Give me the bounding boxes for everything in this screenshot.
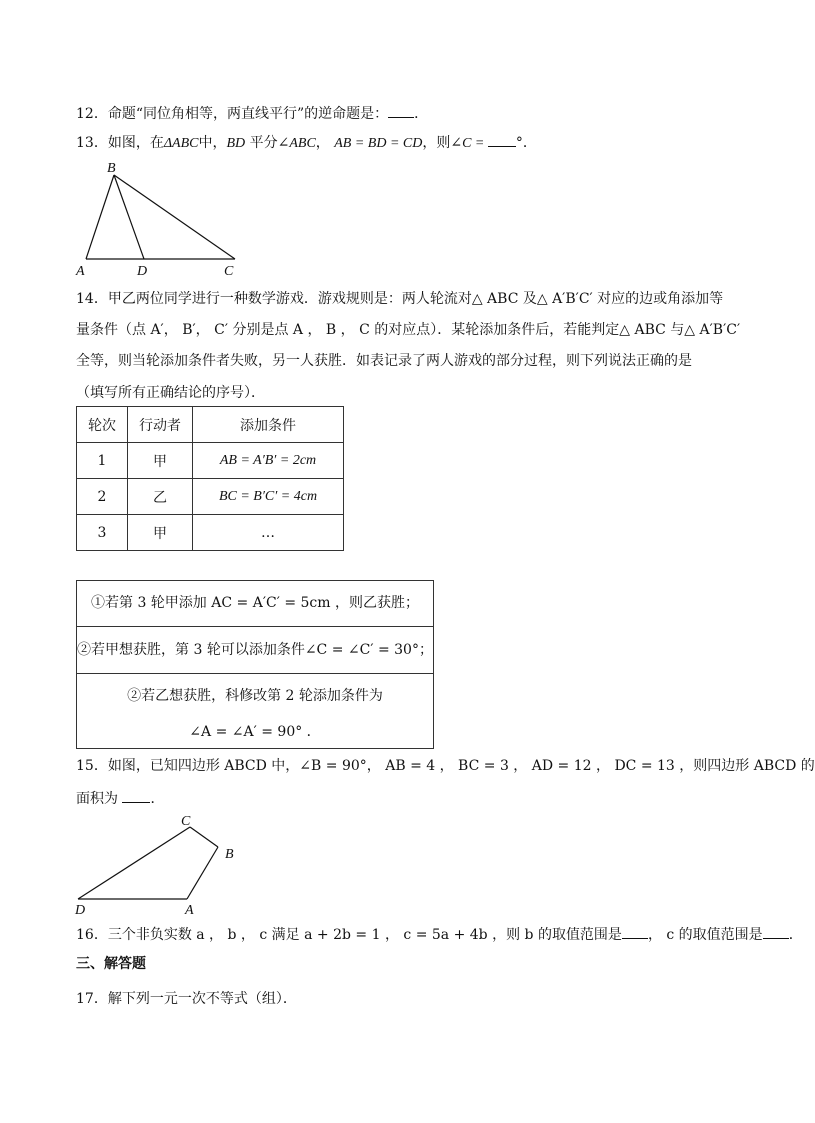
q15-line-2-text: 面积为 (76, 791, 118, 807)
section-heading: 三、解答题 (76, 956, 146, 972)
q15-line-1: 15．如图，已知四边形 ABCD 中，∠B = 90°， AB = 4 ， BC = 3 ， AD = 12 ， DC = 13 ，则四边形 ABCD 的 (76, 758, 815, 774)
q13-then: ，则 (422, 135, 451, 151)
segment-cd (78, 827, 190, 899)
q13-bisector: BD (226, 136, 246, 151)
table-row (77, 515, 344, 551)
quadrilateral-abcd-figure (70, 810, 250, 920)
q15-line-2 (76, 788, 164, 809)
answer-blank (763, 924, 789, 939)
table-header: 轮次 (77, 407, 128, 443)
option-2: ②若甲想获胜，第 3 轮可以添加条件∠C = ∠C′ = 30°； (77, 627, 433, 674)
q16-mid: ， c 的取值范围是 (647, 927, 763, 943)
q13-tail: °． (515, 135, 537, 151)
segment-bc (190, 827, 218, 847)
table-cell: 甲 (128, 443, 193, 479)
table-cell: 3 (77, 515, 128, 551)
answer-blank (122, 788, 150, 803)
q12-text: 12．命题“同位角相等，两直线平行”的逆命题是： (76, 106, 389, 122)
answer-blank (388, 103, 414, 118)
table-row (77, 479, 344, 515)
option-3 (77, 674, 433, 748)
table-cell: 甲 (128, 515, 193, 551)
q13-bisect-text: 平分 (249, 135, 278, 151)
q13-sep: ， (315, 135, 330, 151)
table-cell: AB = A′B′ = 2cm (193, 443, 344, 479)
label-c: C (224, 264, 234, 279)
segment-bd (114, 175, 144, 259)
label-b: B (225, 847, 234, 862)
table-header: 行动者 (128, 407, 193, 443)
question-13 (76, 132, 537, 154)
q13-angle: ∠ABC (277, 136, 316, 151)
q13-mid: 中， (198, 135, 227, 151)
question-17: 17．解下列一元一次不等式（组）． (76, 991, 297, 1007)
option-3-line-2: ∠A = ∠A′ = 90° ． (189, 724, 321, 740)
q16-tail: ． (788, 927, 803, 943)
segment-ab (187, 847, 218, 899)
answer-blank (622, 924, 648, 939)
table-header: 添加条件 (193, 407, 344, 443)
q16-text: 16．三个非负实数 a ， b ， c 满足 a + 2b = 1 ， c = 5a + 4b ，则 b 的取值范围是 (76, 927, 622, 943)
label-d: D (137, 264, 148, 279)
answer-blank (488, 132, 516, 147)
question-16 (76, 924, 803, 945)
table-header-row (77, 407, 344, 443)
label-d: D (75, 903, 86, 918)
q15-tail: ． (150, 791, 165, 807)
q13-triangle: ΔABC (163, 136, 199, 151)
table-cell: 乙 (128, 479, 193, 515)
triangle-abc-figure (70, 155, 250, 280)
table-cell: … (193, 515, 344, 551)
label-a: A (76, 264, 85, 279)
q12-tail: ． (414, 106, 429, 122)
q14-line-3: 全等，则当轮添加条件者失败，另一人获胜．如表记录了两人游戏的部分过程，则下列说法正确的是 (76, 353, 692, 369)
question-12 (76, 103, 428, 124)
q14-line-1: 14．甲乙两位同学进行一种数学游戏．游戏规则是：两人轮流对△ ABC 及△ A′B′C′ 对应的边或角添加等 (76, 291, 724, 307)
label-a: A (185, 903, 194, 918)
q14-line-2: 量条件（点 A′， B′， C′ 分别是点 A ， B ， C 的对应点）．某轮添加条件后，若能判定△ ABC 与△ A′B′C′ (76, 322, 741, 338)
table-cell: 2 (77, 479, 128, 515)
q14-line-4-text: （填写所有正确结论的序号）． (76, 385, 265, 401)
table-cell: BC = B′C′ = 4cm (193, 479, 344, 515)
table-cell: 1 (77, 443, 128, 479)
table-row (77, 443, 344, 479)
option-3-line-1: ②若乙想获胜，科修改第 2 轮添加条件为 (127, 688, 383, 704)
q13-pre: 13．如图，在 (76, 135, 164, 151)
segment-bc (114, 175, 235, 259)
label-c: C (181, 814, 191, 829)
q14-line-4 (76, 382, 265, 403)
q13-ask: ∠C = (450, 136, 488, 151)
q13-equation: AB = BD = CD (334, 136, 423, 151)
segment-ab (86, 175, 114, 259)
label-b: B (107, 161, 116, 176)
option-1: ①若第 3 轮甲添加 AC = A′C′ = 5cm ，则乙获胜； (77, 581, 433, 627)
options-box (76, 580, 434, 749)
game-table (76, 406, 344, 551)
